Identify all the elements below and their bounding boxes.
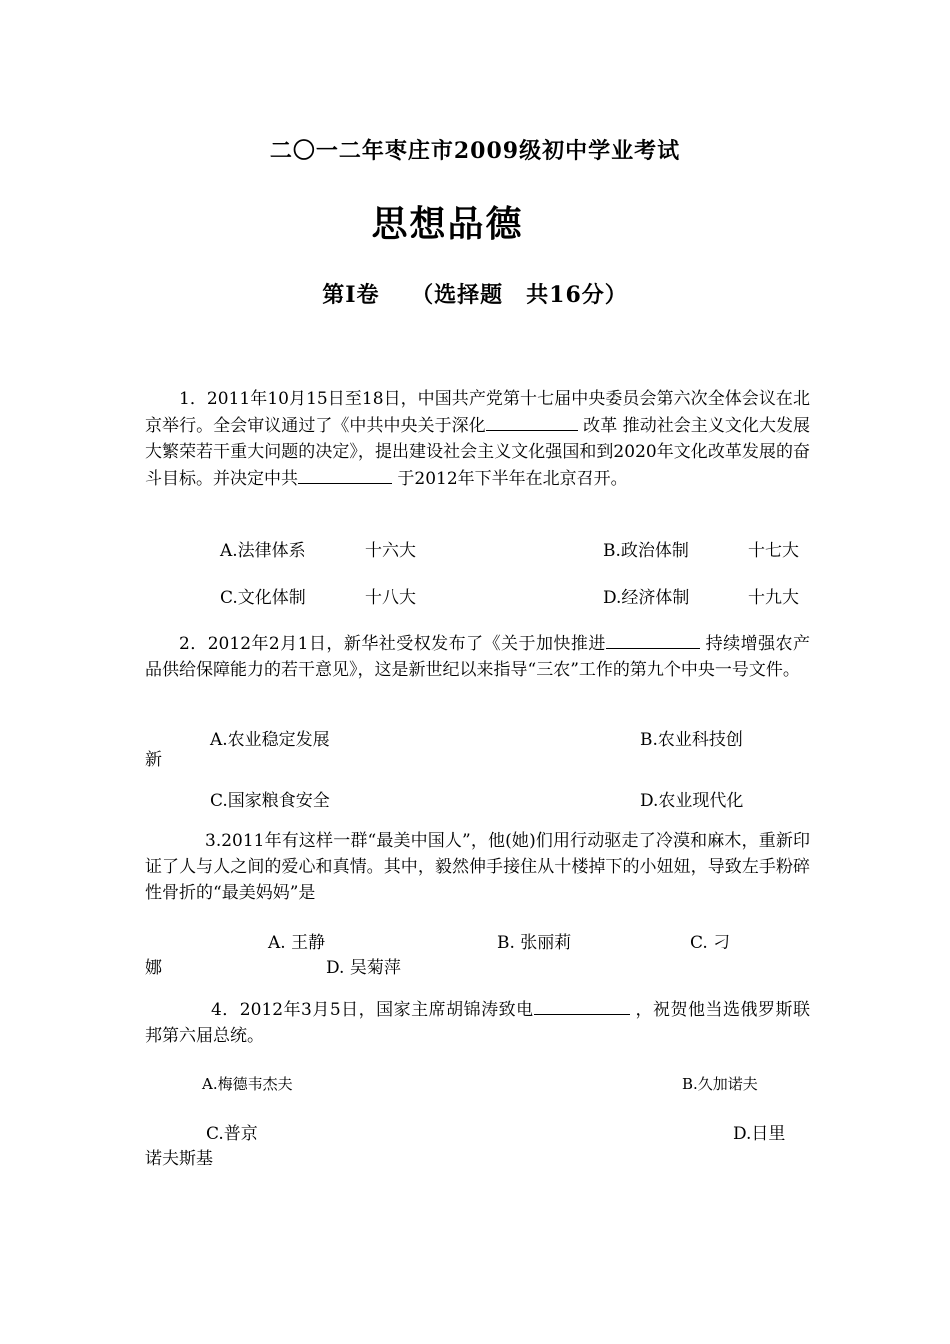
section-title: 第Ⅰ卷 （选择题 共16分）: [322, 282, 628, 308]
q4-option-c: C.普京: [206, 1124, 258, 1144]
question-1-text-c: 于2012年下半年在北京召开。: [392, 469, 628, 489]
q1-option-b: B.政治体制: [603, 541, 689, 561]
question-2-text-b: 持续增强农产品供给保障能力的若干意见》，这是新世纪以来指导“三农”工作的第九个中央一号文件。: [145, 634, 810, 680]
q4-option-a: A.梅德韦杰夫: [202, 1075, 293, 1093]
answer-blank: [534, 996, 630, 1015]
q1-option-c-congress: 十八大: [365, 588, 416, 608]
q1-option-d: D.经济体制: [603, 588, 690, 608]
q1-option-b-congress: 十七大: [748, 541, 799, 561]
question-4-text-b: ，祝贺他当选俄罗斯联邦第六届总统。: [145, 1000, 810, 1046]
q3-option-d: D. 吴菊萍: [326, 958, 401, 978]
q4-option-d: D.日里: [733, 1124, 786, 1144]
question-4: [145, 996, 810, 1049]
question-3: [145, 828, 810, 906]
q1-option-c: C.文化体制: [220, 588, 306, 608]
q3-option-a: A. 王静: [268, 933, 326, 953]
q3-option-c: C. 刁: [690, 933, 731, 953]
question-1-text-b: 改革 推动社会主义文化大发展大繁荣若干重大问题的决定》，提出建设社会主义文化强国和到2020年文化改革发展的奋斗目标。并决定中共: [145, 416, 811, 489]
q3-option-c-wrap: 娜: [145, 958, 162, 978]
question-3-text: 3.2011年有这样一群“最美中国人”，他(她)们用行动驱走了冷漠和麻木，重新印证了人与人之间的爱心和真情。其中，毅然伸手接住从十楼掉下的小妞妞，导致左手粉碎性骨折的“最美妈妈”是: [145, 831, 810, 903]
q2-option-b-wrap: 新: [145, 750, 162, 770]
question-2: [145, 630, 810, 683]
subject-title: 思想品德: [371, 203, 524, 245]
question-1: [145, 386, 810, 492]
q4-option-d-wrap: 诺夫斯基: [145, 1149, 213, 1169]
q2-option-c: C.国家粮食安全: [210, 791, 330, 811]
answer-blank: [606, 630, 700, 649]
exam-title: 二〇一二年枣庄市2009级初中学业考试: [269, 138, 681, 164]
question-1-text-a: 1．2011年10月15日至18日，中国共产党第十七届中央委员会第六次全体会议在北京举行。全会审议通过了《中共中央关于深化: [145, 389, 810, 436]
q1-option-a-congress: 十六大: [365, 541, 416, 561]
answer-blank: [486, 412, 578, 431]
q2-option-a: A.农业稳定发展: [210, 730, 330, 750]
q1-option-d-congress: 十九大: [748, 588, 799, 608]
answer-blank: [298, 465, 392, 484]
q2-option-d: D.农业现代化: [640, 791, 744, 811]
question-4-text-a: 4．2012年3月5日，国家主席胡锦涛致电: [211, 1000, 534, 1020]
question-2-text-a: 2．2012年2月1日，新华社受权发布了《关于加快推进: [179, 634, 606, 654]
q1-option-a: A.法律体系: [220, 541, 306, 561]
q4-option-b: B.久加诺夫: [682, 1075, 758, 1093]
q2-option-b: B.农业科技创: [640, 730, 743, 750]
q3-option-b: B. 张丽莉: [497, 933, 572, 953]
